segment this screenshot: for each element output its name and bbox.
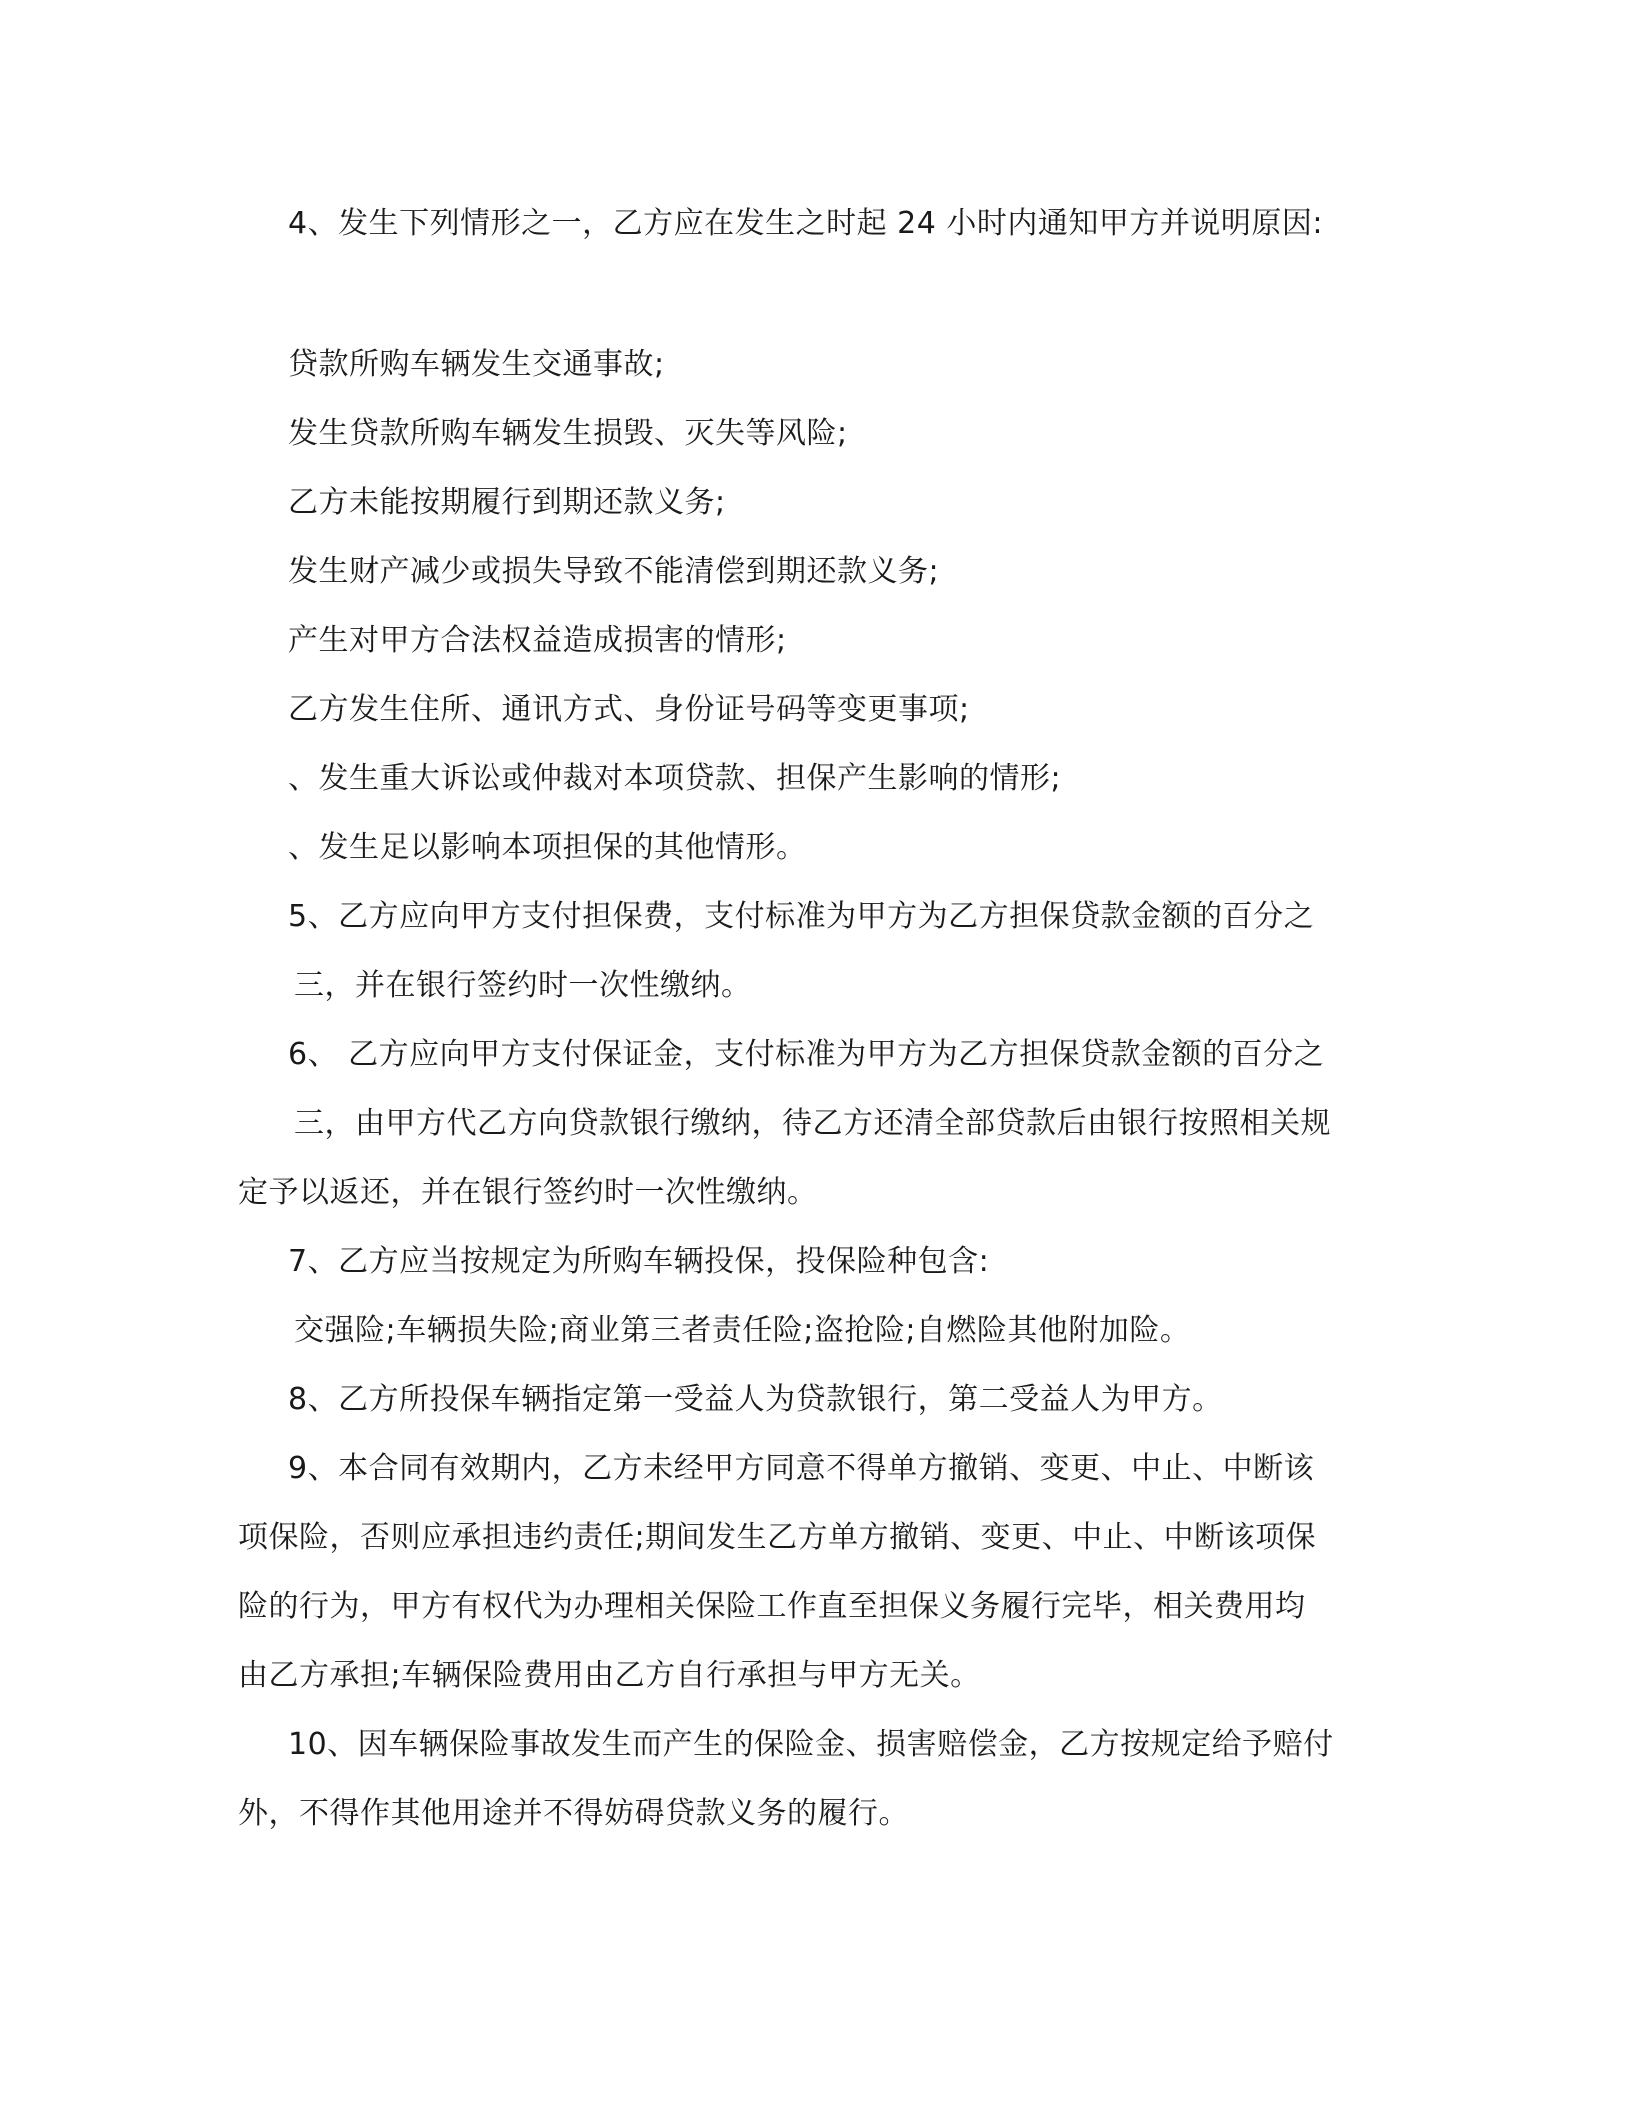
list-item-litigation: 、发生重大诉讼或仲裁对本项贷款、担保产生影响的情形;	[288, 761, 1062, 796]
paragraph-6-line-1: 6、 乙方应向甲方支付保证金，支付标准为甲方为乙方担保贷款金额的百分之	[288, 1037, 1325, 1072]
list-item-asset-loss: 发生财产减少或损失导致不能清偿到期还款义务;	[288, 554, 940, 589]
paragraph-4-intro: 4、发生下列情形之一，乙方应在发生之时起 24 小时内通知甲方并说明原因:	[288, 206, 1323, 241]
paragraph-10-line-2: 外，不得作其他用途并不得妨碍贷款义务的履行。	[238, 1796, 909, 1831]
list-item-traffic-accident: 贷款所购车辆发生交通事故;	[288, 347, 665, 382]
list-item-vehicle-damage: 发生贷款所购车辆发生损毁、灭失等风险;	[288, 416, 848, 451]
paragraph-9-line-1: 9、本合同有效期内，乙方未经甲方同意不得单方撤销、变更、中止、中断该	[288, 1451, 1315, 1486]
paragraph-9-line-2: 项保险，否则应承担违约责任;期间发生乙方单方撤销、变更、中止、中断该项保	[238, 1520, 1317, 1555]
paragraph-8: 8、乙方所投保车辆指定第一受益人为贷款银行，第二受益人为甲方。	[288, 1382, 1223, 1417]
paragraph-6-line-2: 三，由甲方代乙方向贷款银行缴纳，待乙方还清全部贷款后由银行按照相关规	[294, 1106, 1331, 1141]
paragraph-5-line-1: 5、乙方应向甲方支付担保费，支付标准为甲方为乙方担保贷款金额的百分之	[288, 899, 1315, 934]
paragraph-6-line-3: 定予以返还，并在银行签约时一次性缴纳。	[238, 1175, 818, 1210]
paragraph-7-line-1: 7、乙方应当按规定为所购车辆投保，投保险种包含:	[288, 1244, 990, 1279]
list-item-other: 、发生足以影响本项担保的其他情形。	[288, 830, 807, 865]
paragraph-9-line-4: 由乙方承担;车辆保险费用由乙方自行承担与甲方无关。	[238, 1658, 981, 1693]
paragraph-7-line-2: 交强险;车辆损失险;商业第三者责任险;盗抢险;自燃险其他附加险。	[294, 1313, 1191, 1348]
list-item-info-change: 乙方发生住所、通讯方式、身份证号码等变更事项;	[288, 692, 970, 727]
list-item-repayment-default: 乙方未能按期履行到期还款义务;	[288, 485, 726, 520]
list-item-rights-damage: 产生对甲方合法权益造成损害的情形;	[288, 623, 787, 658]
paragraph-10-line-1: 10、因车辆保险事故发生而产生的保险金、损害赔偿金，乙方按规定给予赔付	[288, 1727, 1334, 1762]
paragraph-9-line-3: 险的行为，甲方有权代为办理相关保险工作直至担保义务履行完毕，相关费用均	[238, 1589, 1306, 1624]
paragraph-5-line-2: 三，并在银行签约时一次性缴纳。	[294, 968, 752, 1003]
